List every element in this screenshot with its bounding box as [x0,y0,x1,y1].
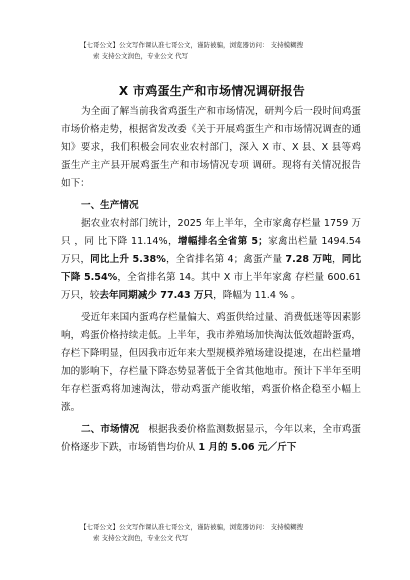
stats-text-5: ，全省排名第 14。其中 X 市上半年家禽 存栏量 600.61 万只，较 [61,272,361,301]
stats-emphasis-5: 去年同期减少 77.43 万只 [99,290,214,301]
stats-text-3: ，全省排名第 4；禽蛋产量 [165,254,286,265]
document-title: X 市鸡蛋生产和市场情况调研报告 [118,84,306,98]
document-body [61,103,361,457]
stats-emphasis-3: 7.28 万吨 [285,254,332,265]
footer-note-line-1: 【七哥公文】公文写作课认准七哥公文，谨防被骗，浏览器访问： 支持模糊搜 [80,523,304,531]
footer-note-line-2: 索 支持公文润色，专业公文 代写 [93,534,189,542]
stats-text-4: ， [331,254,342,265]
stats-text-6: ，降幅为 11.4 % 。 [213,290,301,301]
header-note-line-2: 索 支持公文润色，专业公文 代写 [93,52,189,60]
header-watermark-note [80,40,400,62]
market-paragraph [61,421,361,457]
stats-text-2: 家禽出栏量 1494.54 万只， [61,236,361,265]
section-1-heading: 一、生产情况 [81,200,139,211]
intro-paragraph: 为全面了解当前我省鸡蛋生产和市场情况，研判今后一段时间鸡蛋市场价格走势，根据省发改委《关于开展鸡蛋生产和市场情况调查的通知》要求，我们积极会同农业农村部门，深入 X 市、X 县、X 县等鸡蛋生产主产县开展鸡蛋生产和市场情况专项 调研。现将有关情况报告如下： [61,106,361,189]
production-analysis-paragraph: 受近年来国内蛋鸡存栏量偏大、鸡蛋供给过量、消费低迷等因素影响，鸡蛋价格持续走低。上半年，我市养殖场加快淘汰低效超龄蛋鸡，存栏下降明显，但因我市近年来大型规模养殖场建设提速，在出栏量增加的影响下，存栏量下降态势显著低于全省其他地市。预计下半年至明年存栏蛋鸡将加速淘汰，带动鸡蛋产能收缩，鸡蛋价格企稳至小幅上涨。 [61,312,361,413]
stats-text-1: 据农业农村部门统计，2025 年上半年，全市家禽存栏量 1759 万只 ，同 比下降 11.14%， [61,218,361,247]
stats-emphasis-4: 同比下降 5.54% [61,254,362,283]
footer-watermark-note [80,522,400,544]
stats-emphasis-2: 同比上升 5.38% [90,254,166,265]
production-stats-paragraph [61,215,361,305]
market-text-1: 根据我委价格监测数据显示，今年以来，全市鸡蛋价格逐步下跌，市场销售均价从 [61,424,362,453]
market-emphasis-1: 1 月的 5.06 元／斤下 [198,442,297,453]
header-note-line-1: 【七哥公文】公文写作课认准七哥公文，谨防被骗，浏览器访问： 支持模糊搜 [80,41,304,49]
section-2-heading: 二、市场情况 [81,424,140,435]
stats-emphasis-1: 增幅排名全省第 5； [177,236,268,247]
